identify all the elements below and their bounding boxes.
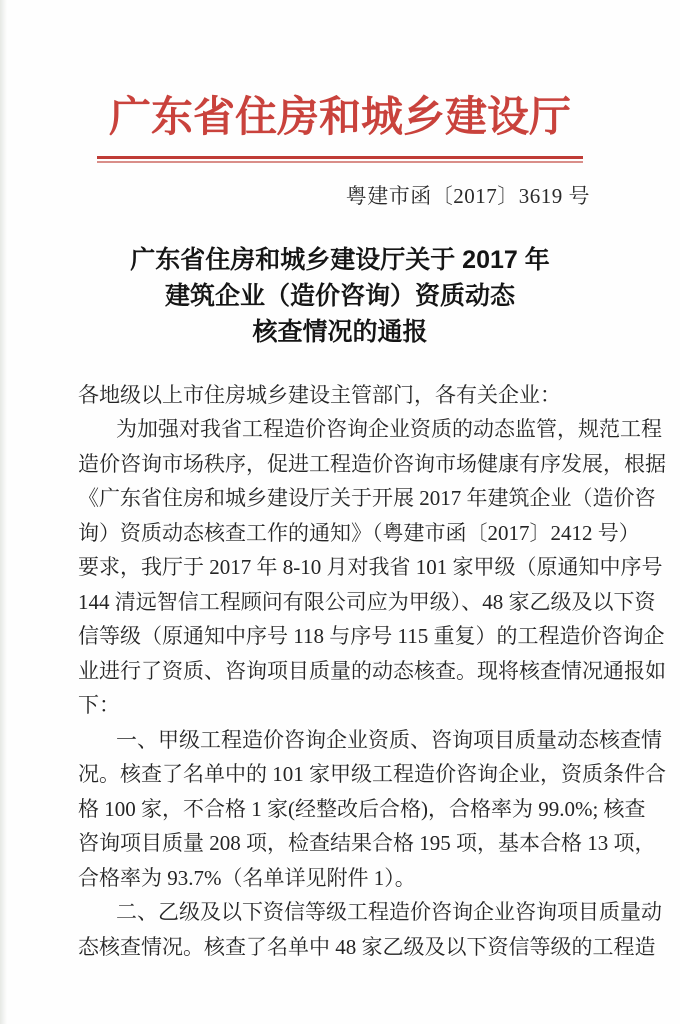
body-line: 造价咨询市场秩序，促进工程造价咨询市场健康有序发展，根据 bbox=[78, 451, 666, 476]
agency-header: 广东省住房和城乡建设厅 bbox=[108, 95, 571, 141]
body-line: 一、甲级工程造价咨询企业资质、咨询项目质量动态核查情 bbox=[116, 727, 662, 752]
document-body bbox=[78, 378, 666, 965]
body-line: 《广东省住房和城乡建设厅关于开展 2017 年建筑企业（造价咨 bbox=[78, 486, 656, 510]
red-divider-thin-line bbox=[97, 161, 583, 163]
body-line: 合格率为 93.7%（名单详见附件 1）。 bbox=[78, 865, 416, 890]
doc-title-line-3: 核查情况的通报 bbox=[252, 317, 428, 346]
body-line: 要求，我厅于 2017 年 8-10 月对我省 101 家甲级（原通知中序号 bbox=[78, 555, 663, 579]
body-line: 格 100 家，不合格 1 家(经整改后合格)，合格率为 99.0%; 核查 bbox=[78, 796, 646, 821]
red-divider bbox=[97, 156, 583, 163]
body-line: 咨询项目质量 208 项，检查结果合格 195 项，基本合格 13 项， bbox=[78, 831, 656, 855]
body-line: 各地级以上市住房城乡建设主管部门，各有关企业： bbox=[78, 382, 561, 407]
body-line: 二、乙级及以下资信等级工程造价咨询企业咨询项目质量动 bbox=[116, 900, 662, 924]
body-line: 信等级（原通知中序号 118 与序号 115 重复）的工程造价咨询企 bbox=[78, 624, 665, 648]
doc-title-line-2: 建筑企业（造价咨询）资质动态 bbox=[164, 281, 515, 310]
doc-title bbox=[0, 242, 680, 350]
body-line: 下： bbox=[78, 693, 120, 717]
doc-number: 粤建市函〔2017〕3619 号 bbox=[345, 183, 590, 208]
doc-title-line-1: 广东省住房和城乡建设厅关于 2017 年 bbox=[130, 245, 550, 274]
body-line: 为加强对我省工程造价咨询企业资质的动态监管，规范工程 bbox=[116, 417, 662, 441]
body-line: 况。核查了名单中的 101 家甲级工程造价咨询企业，资质条件合 bbox=[78, 762, 666, 786]
body-line: 态核查情况。核查了名单中 48 家乙级及以下资信等级的工程造 bbox=[78, 934, 656, 959]
red-divider-thick-line bbox=[97, 156, 583, 159]
body-line: 业进行了资质、咨询项目质量的动态核查。现将核查情况通报如 bbox=[78, 658, 666, 683]
body-line: 144 清远智信工程顾问有限公司应为甲级）、48 家乙级及以下资 bbox=[78, 589, 656, 614]
body-line: 询）资质动态核查工作的通知》（粤建市函〔2017〕2412 号） bbox=[78, 520, 640, 545]
